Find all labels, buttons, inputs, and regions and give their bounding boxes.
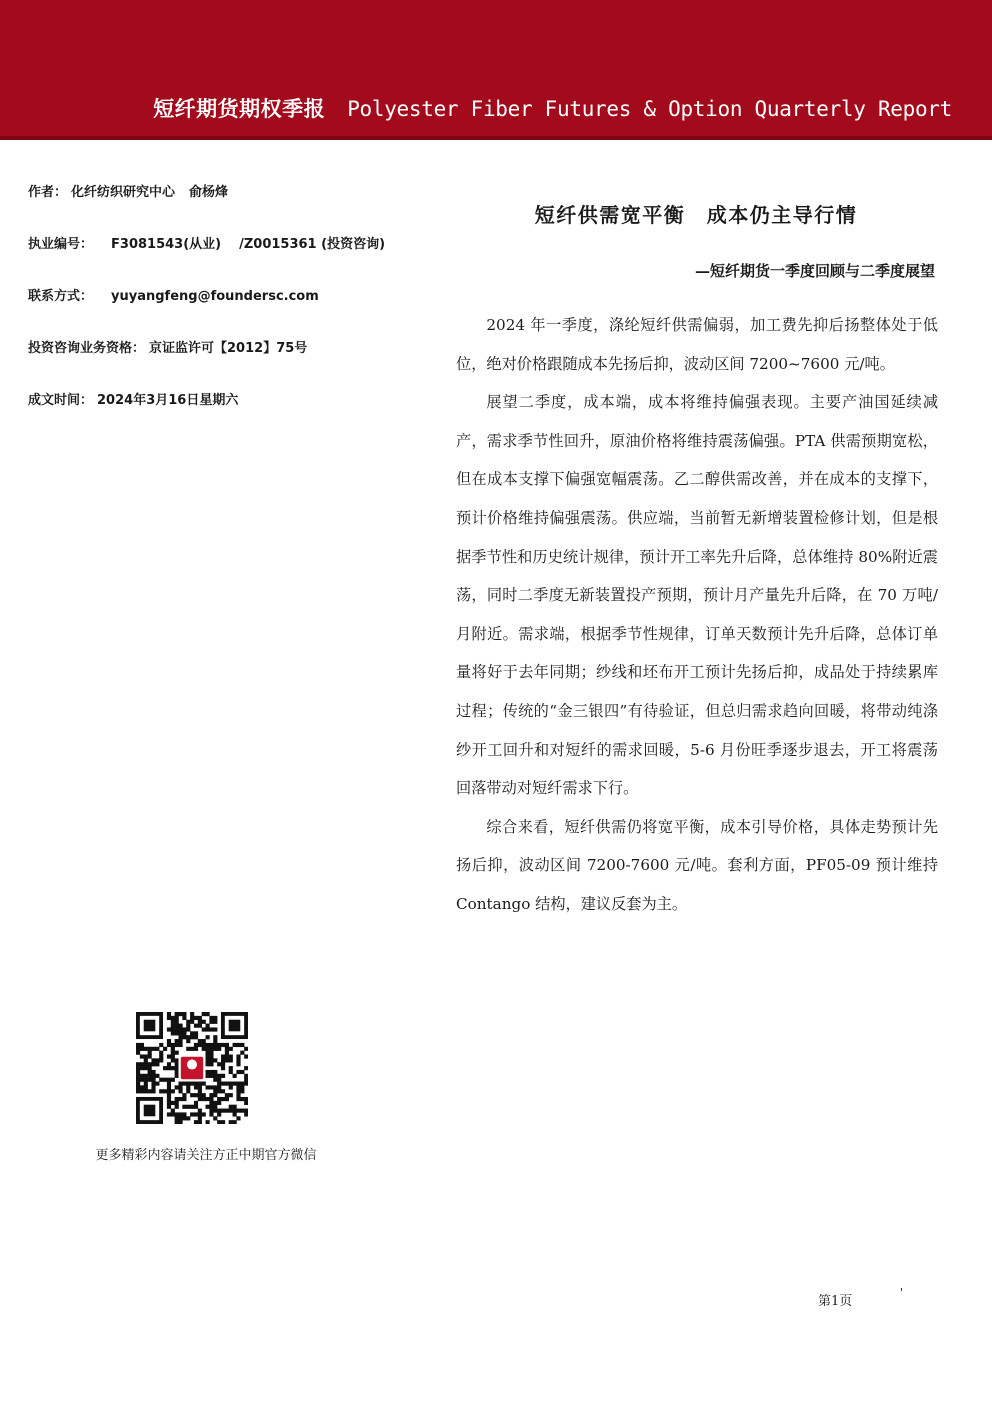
license-value-2: /Z0015361 (投资咨询)	[239, 237, 386, 252]
body-paragraph: 2024 年一季度，涤纶短纤供需偏弱，加工费先抑后扬整体处于低位，绝对价格跟随成本先扬后抑，波动区间 7200~7600 元/吨。	[456, 316, 938, 373]
date-row	[28, 388, 428, 440]
author-row	[28, 180, 428, 232]
author-info-panel	[28, 180, 428, 440]
header-band-shadow	[0, 136, 992, 140]
license-value: F3081543(从业)	[111, 237, 222, 252]
body-paragraph: 综合来看，短纤供需仍将宽平衡，成本引导价格，具体走势预计先扬后抑，波动区间 7200-7600 元/吨。套利方面，PF05-09 预计维持 Contango 结构，建议反套为主。	[456, 817, 938, 913]
qr-code-icon	[136, 1012, 248, 1124]
qr-caption: 更多精彩内容请关注方正中期官方微信	[95, 1148, 317, 1163]
author-label: 作者：	[28, 185, 68, 200]
author-value: 化纤纺织研究中心	[71, 185, 176, 200]
license-row	[28, 232, 428, 284]
header-title-en: Polyester Fiber Futures & Option Quarterly Report	[347, 97, 952, 121]
qualification-label: 投资咨询业务资格：	[28, 341, 146, 356]
page-mark: '	[900, 1286, 904, 1299]
date-label: 成文时间：	[28, 393, 94, 408]
qr-code-graphic	[136, 1012, 248, 1124]
article-title: 短纤供需宽平衡 成本仍主导行情	[534, 203, 858, 227]
qualification-row	[28, 336, 428, 388]
license-label: 执业编号：	[28, 237, 94, 252]
contact-label: 联系方式：	[28, 289, 94, 304]
contact-row	[28, 284, 428, 336]
header-title-cn: 短纤期货期权季报	[153, 97, 326, 121]
contact-email[interactable]: yuyangfeng@foundersc.com	[111, 289, 319, 304]
page-number: 第1页	[818, 1294, 853, 1309]
qualification-value: 京证监许可【2012】75号	[149, 341, 308, 356]
body-paragraph: 展望二季度，成本端，成本将维持偏强表现。主要产油国延续减产，需求季节性回升，原油价格将维持震荡偏强。PTA 供需预期宽松，但在成本支撑下偏强宽幅震荡。乙二醇供需改善，并在成本的支撑下，预计价格维持偏强震荡。供应端，当前暂无新增装置检修计划，但是根据季节性和历史统计规律，预计开工率先升后降，总体维持 80%附近震荡，同时二季度无新装置投产预期，预计月产量先升后降，在 70 万吨/月附近。需求端，根据季节性规律，订单天数预计先升后降，总体订单量将好于去年同期；纱线和坯布开工预计先扬后抑，成品处于持续累库过程；传统的“金三银四”有待验证，但总归需求趋向回暖，将带动纯涤纱开工回升和对短纤的需求回暖，5-6 月份旺季逐步退去，开工将震荡回落带动对短纤需求下行。	[456, 393, 938, 798]
date-value: 2024年3月16日星期六	[97, 393, 239, 408]
article-subtitle: —短纤期货一季度回顾与二季度展望	[694, 262, 935, 280]
article-body	[456, 306, 938, 924]
author-name: 俞杨烽	[189, 185, 229, 200]
header-band	[0, 0, 992, 140]
report-header-title	[153, 94, 952, 124]
